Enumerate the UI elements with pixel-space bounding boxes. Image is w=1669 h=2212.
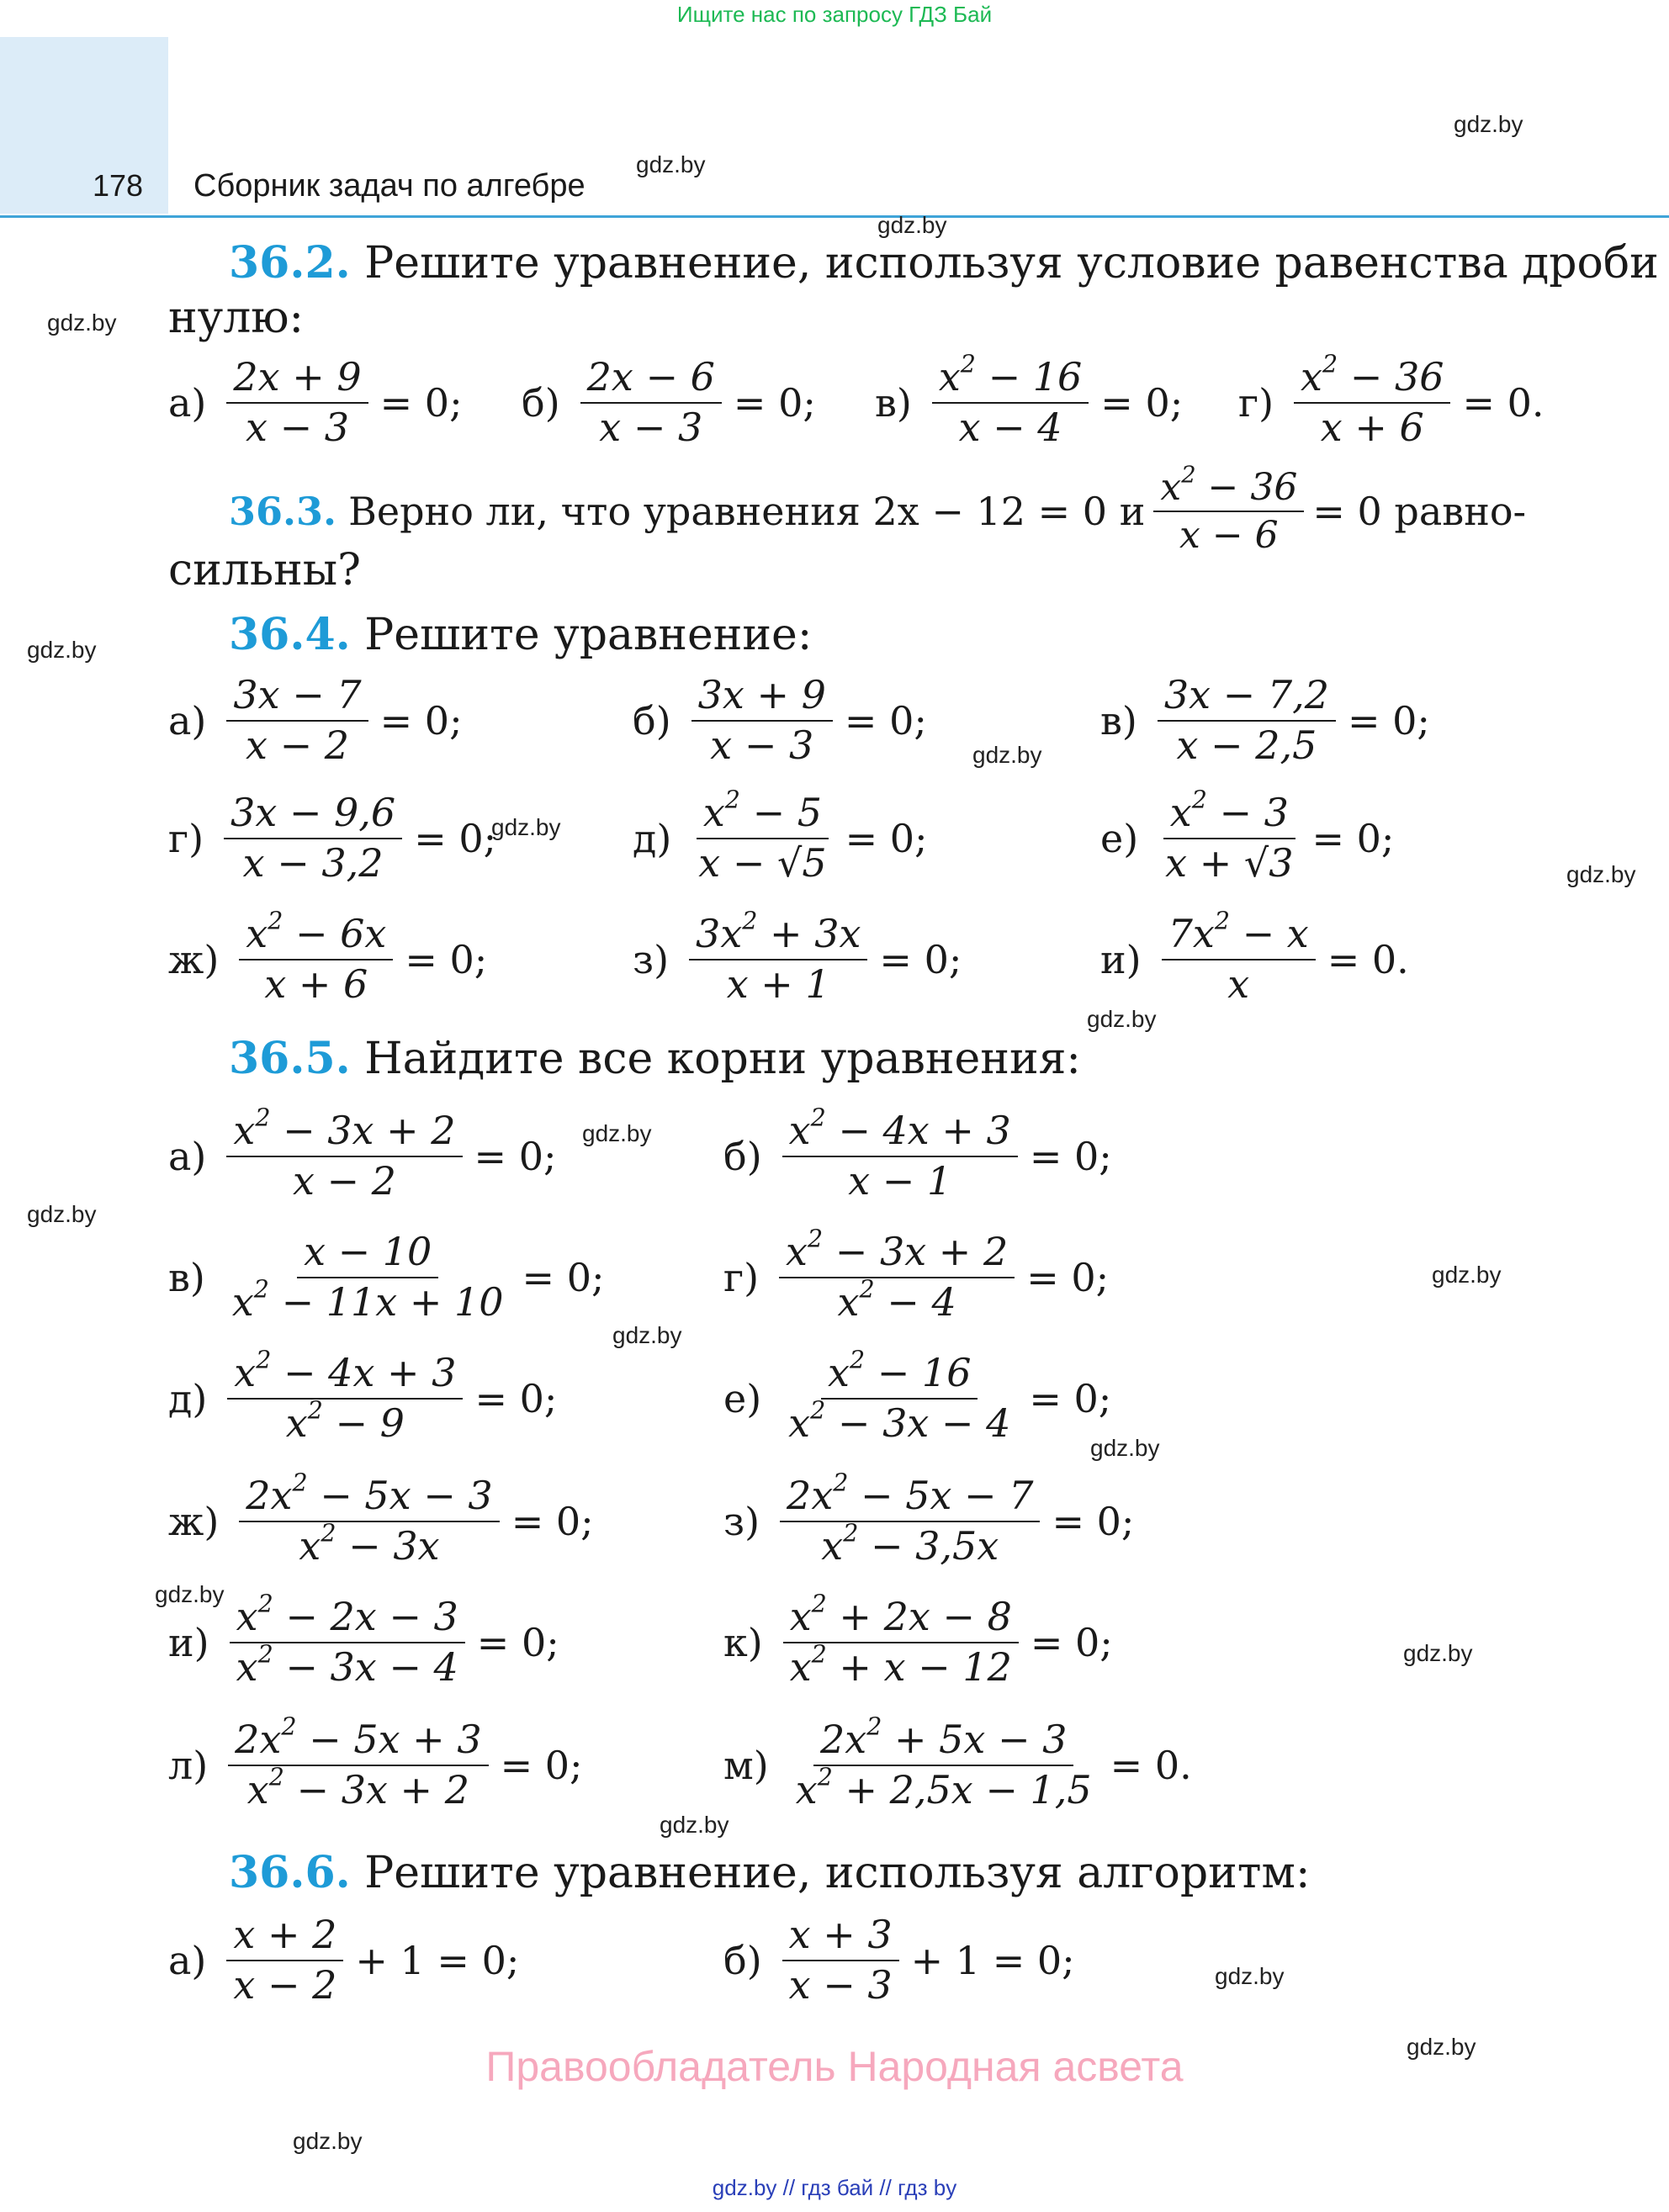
watermark: gdz.by <box>660 1812 729 1838</box>
equation-36-5-a: а) $\frac{x^2 - 3x + 2}{x - 2}$ = 0; <box>168 1103 557 1204</box>
problem-number: 36.3. <box>229 489 337 534</box>
equation-36-6-a: а) $\frac{x + 2}{x - 2}$ + 1 = 0; <box>168 1912 520 2008</box>
problem-36-6-title <box>229 1847 1311 1898</box>
problem-text: Верно ли, что уравнения 2x − 12 = 0 и <box>348 489 1146 534</box>
equation-36-4-g: ж) $\frac{x^2 - 6x}{x + 6}$ = 0; <box>168 907 488 1007</box>
equation-36-2-d: г) $\frac{x^2 - 36}{x + 6}$ = 0. <box>1238 350 1544 450</box>
watermark: gdz.by <box>877 212 947 238</box>
watermark: gdz.by <box>582 1120 652 1146</box>
problem-number: 36.6. <box>229 1847 351 1898</box>
equation-36-5-i: и) $\frac{x^2 - 2x - 3}{x^2 - 3x - 4}$ = 0; <box>168 1590 559 1690</box>
header-rule <box>0 215 1669 218</box>
watermark: gdz.by <box>612 1322 682 1348</box>
equation-36-5-c: в) $\frac{x - 10}{x^2 - 11x + 10}$ = 0; <box>168 1229 605 1325</box>
equation-36-5-f: е) $\frac{x^2 - 16}{x^2 - 3x - 4}$ = 0; <box>723 1346 1112 1446</box>
problem-number: 36.2. <box>229 237 351 288</box>
equation-36-4-f: е) $\frac{x^2 - 3}{x + √3}$ = 0; <box>1100 786 1395 886</box>
equation-36-2-b: б) $\frac{2x - 6}{x - 3}$ = 0; <box>522 354 816 450</box>
problem-number: 36.4. <box>229 609 351 660</box>
equation-36-5-b: б) $\frac{x^2 - 4x + 3}{x - 1}$ = 0; <box>723 1103 1112 1204</box>
watermark: gdz.by <box>27 1201 97 1227</box>
watermark: gdz.by <box>1432 1262 1502 1288</box>
watermark: gdz.by <box>1454 111 1523 137</box>
running-title: Сборник задач по алгебре <box>193 168 585 204</box>
problem-text: Найдите все корни уравнения: <box>364 1034 1081 1084</box>
problem-number: 36.5. <box>229 1033 351 1084</box>
problem-text: Решите уравнение, используя условие равенства дроби <box>364 238 1659 288</box>
equation-36-2-a: а) $\frac{2x + 9}{x - 3}$ = 0; <box>168 354 463 450</box>
equation-36-4-e: д) $\frac{x^2 - 5}{x - √5}$ = 0; <box>633 786 928 886</box>
watermark: gdz.by <box>1407 2034 1476 2060</box>
equation-36-5-k: л) $\frac{2x^2 - 5x + 3}{x^2 - 3x + 2}$ = 0; <box>168 1712 583 1812</box>
watermark: gdz.by <box>27 637 97 663</box>
watermark: gdz.by <box>1090 1435 1160 1461</box>
watermark: gdz.by <box>972 742 1042 768</box>
problem-36-5-title <box>229 1033 1081 1084</box>
watermark: gdz.by <box>1566 861 1636 887</box>
equation-36-4-c: в) $\frac{3x - 7,2}{x - 2,5}$ = 0; <box>1100 672 1430 768</box>
equation-36-5-l: м) $\frac{2x^2 + 5x - 3}{x^2 + 2,5x - 1,5}$ = 0. <box>723 1712 1192 1812</box>
watermark: gdz.by <box>1087 1006 1157 1032</box>
equation-36-5-h: з) $\frac{2x^2 - 5x - 7}{x^2 - 3,5x}$ = 0; <box>723 1468 1135 1569</box>
equation-36-6-b: б) $\frac{x + 3}{x - 3}$ + 1 = 0; <box>723 1912 1075 2008</box>
watermark: gdz.by <box>47 310 117 336</box>
footer-links[interactable]: gdz.by // гдз бай // гдз by <box>712 2175 957 2200</box>
watermark: gdz.by <box>1215 1963 1285 1989</box>
equation-36-5-d: г) $\frac{x^2 - 3x + 2}{x^2 - 4}$ = 0; <box>723 1225 1110 1325</box>
watermark: gdz.by <box>1403 1640 1473 1666</box>
problem-text: Решите уравнение: <box>364 610 813 660</box>
problem-text: Решите уравнение, используя алгоритм: <box>364 1848 1311 1898</box>
equation-36-4-d: г) $\frac{3x - 9,6}{x - 3,2}$ = 0; <box>168 790 497 886</box>
watermark: gdz.by <box>155 1581 225 1607</box>
page-number: 178 <box>93 168 144 203</box>
equation-36-4-h: з) $\frac{3x^2 + 3x}{x + 1}$ = 0; <box>633 907 962 1007</box>
watermark: gdz.by <box>491 814 561 840</box>
equation-36-5-j: к) $\frac{x^2 + 2x - 8}{x^2 + x - 12}$ = 0; <box>723 1590 1113 1690</box>
equation-36-2-c: в) $\frac{x^2 - 16}{x - 4}$ = 0; <box>875 350 1184 450</box>
equation-36-4-b: б) $\frac{3x + 9}{x - 3}$ = 0; <box>633 672 927 768</box>
equation-36-5-e: д) $\frac{x^2 - 4x + 3}{x^2 - 9}$ = 0; <box>168 1346 558 1446</box>
equation-36-5-g: ж) $\frac{2x^2 - 5x - 3}{x^2 - 3x}$ = 0; <box>168 1468 594 1569</box>
watermark: gdz.by <box>636 151 706 177</box>
problem-36-3-line1: 36.3. Верно ли, что уравнения 2x − 12 = 0 и $\frac{x^2 - 36}{x - 6}$ = 0 равно- <box>229 462 1527 557</box>
equation-36-4-a: а) $\frac{3x - 7}{x - 2}$ = 0; <box>168 672 463 768</box>
problem-36-4-title <box>229 609 812 660</box>
equation-36-4-i: и) $\frac{7x^2 - x}{x}$ = 0. <box>1100 907 1409 1007</box>
problem-36-2-line2: нулю: <box>168 293 305 343</box>
problem-36-2-line1 <box>229 237 1659 288</box>
watermark: gdz.by <box>293 2128 363 2154</box>
problem-36-3-line2: сильны? <box>168 545 362 595</box>
top-banner: Ищите нас по запросу ГДЗ Бай <box>676 2 993 27</box>
copyright-notice: Правообладатель Народная асвета <box>485 2043 1184 2090</box>
